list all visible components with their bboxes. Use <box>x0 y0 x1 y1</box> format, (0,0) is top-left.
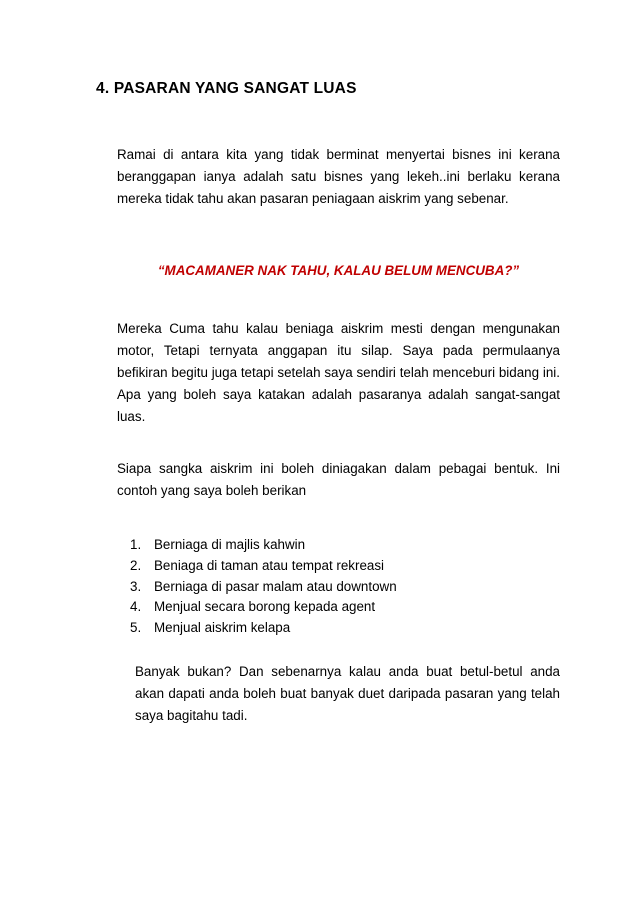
paragraph-closing: Banyak bukan? Dan sebenarnya kalau anda buat betul-betul anda akan dapati anda boleh buat banyak duet daripada pasaran yang telah saya bagitahu tadi. <box>135 664 560 723</box>
list-item <box>130 618 397 639</box>
list-item-text: Berniaga di majlis kahwin <box>154 537 306 552</box>
paragraph-intro: Ramai di antara kita yang tidak berminat menyertai bisnes ini kerana beranggapan ianya adalah satu bisnes yang lekeh..ini berlaku kerana mereka tidak tahu akan pasaran peniagaan aiskrim yang sebenar. <box>117 147 560 206</box>
list-item-text: Beniaga di taman atau tempat rekreasi <box>154 557 385 573</box>
list-item <box>130 535 397 556</box>
examples-list <box>130 535 397 639</box>
list-item-number: 4. <box>130 599 142 615</box>
section-heading: 4. PASARAN YANG SANGAT LUAS <box>96 80 357 97</box>
list-item <box>130 597 397 618</box>
paragraph-examples-intro: Siapa sangka aiskrim ini boleh diniagakan dalam pebagai bentuk. Ini contoh yang saya boleh berikan <box>117 461 560 498</box>
paragraph-motor: Mereka Cuma tahu kalau beniaga aiskrim mesti dengan mengunakan motor, Tetapi ternyata anggapan itu silap. Saya pada permulaanya befikiran begitu juga tetapi setelah saya sendiri telah menceburi bidang ini. Apa yang boleh saya katakan adalah pasaranya adalah sangat-sangat luas. <box>117 321 560 424</box>
list-item-number: 2. <box>130 557 142 573</box>
list-item-number: 5. <box>130 620 142 636</box>
list-item-number: 1. <box>130 537 142 552</box>
list-item-text: Menjual aiskrim kelapa <box>154 620 291 636</box>
list-item-text: Menjual secara borong kepada agent <box>154 599 376 615</box>
list-item <box>130 556 397 577</box>
list-item-text: Berniaga di pasar malam atau downtown <box>154 578 397 594</box>
list-item-number: 3. <box>130 578 142 594</box>
list-item <box>130 577 397 598</box>
highlight-quote: “MACAMANER NAK TAHU, KALAU BELUM MENCUBA?” <box>157 263 520 278</box>
